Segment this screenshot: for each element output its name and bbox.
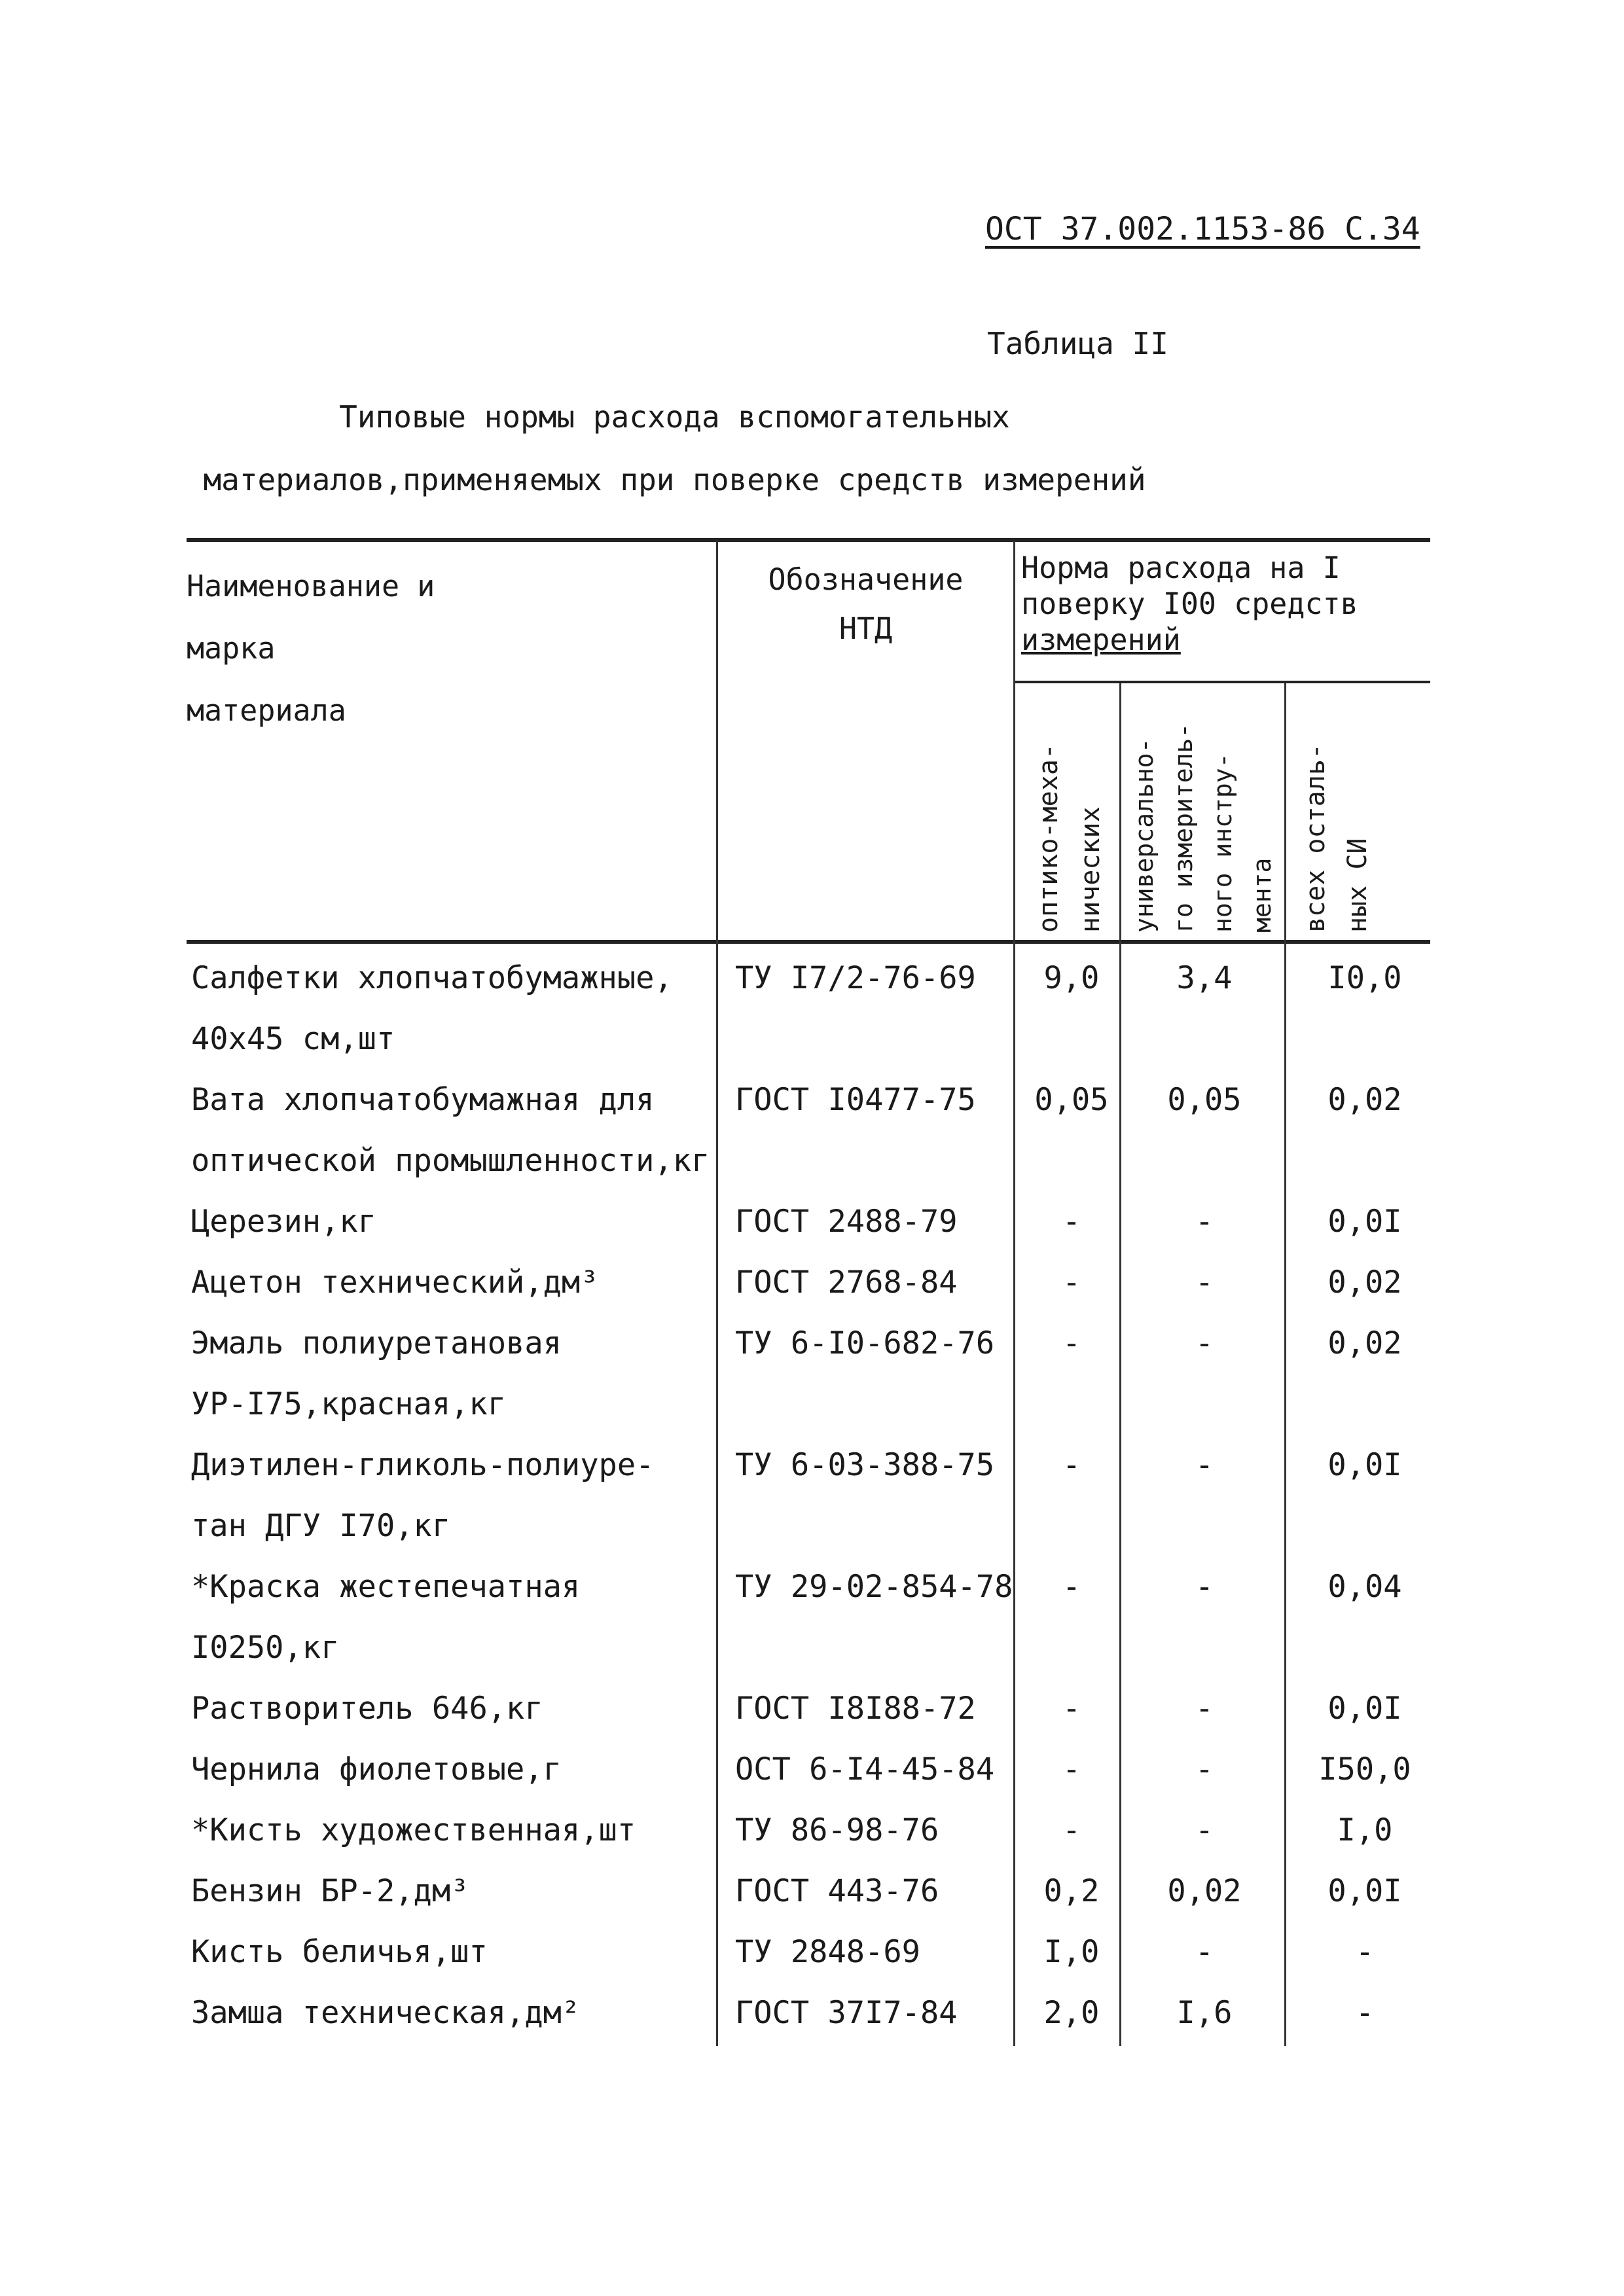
header-bottom-rule — [187, 940, 1430, 944]
norm-universal-tool: 0,05 — [1167, 1082, 1242, 1118]
header-norm-line-3: измерений — [1021, 622, 1181, 657]
header-material-line-2: марка — [187, 631, 276, 666]
norm-optomechanical: - — [1062, 1204, 1081, 1240]
header-norm — [1021, 550, 1358, 658]
norm-optomechanical: - — [1062, 1569, 1081, 1605]
subheader-all-other — [1295, 695, 1379, 933]
norm-universal-tool: - — [1195, 1934, 1214, 1970]
material-name — [191, 1069, 710, 1191]
norm-all-other: - — [1355, 1995, 1375, 2031]
norm-optomechanical: 0,2 — [1043, 1873, 1100, 1909]
material-name — [191, 1435, 654, 1556]
norm-universal-tool: - — [1195, 1204, 1214, 1240]
ntd-designation: ТУ 6-03-388-75 — [735, 1447, 995, 1483]
subheader-universal-tool — [1125, 695, 1282, 933]
norm-optomechanical: - — [1062, 1751, 1081, 1787]
norm-all-other: 0,02 — [1327, 1265, 1402, 1300]
material-name-line: *Краска жестепечатная — [191, 1569, 581, 1605]
material-name-line: Вата хлопчатобумажная для — [191, 1082, 655, 1118]
material-name-line: Чернила фиолетовые,г — [191, 1751, 562, 1787]
ntd-designation: ТУ 2848-69 — [735, 1934, 920, 1970]
norm-optomechanical: - — [1062, 1691, 1081, 1727]
ntd-designation: ГОСТ I0477-75 — [735, 1082, 976, 1118]
norm-all-other: 0,0I — [1327, 1873, 1402, 1909]
subheader-universal-line-4: мента — [1248, 857, 1276, 933]
subheader-universal-line-1: универсально- — [1130, 738, 1159, 933]
header-material-name — [187, 555, 435, 742]
table-number: Таблица II — [987, 326, 1168, 361]
material-name-line: Салфетки хлопчатобумажные, — [191, 960, 673, 996]
header-material-line-3: материала — [187, 693, 346, 728]
norm-optomechanical: 9,0 — [1043, 960, 1100, 996]
norm-universal-tool: - — [1195, 1812, 1214, 1848]
norm-optomechanical: - — [1062, 1265, 1081, 1300]
material-name-line: Замша техническая,дм² — [191, 1995, 581, 2031]
norm-subheader-rule — [1013, 681, 1430, 683]
ntd-designation: ГОСТ 2488-79 — [735, 1204, 958, 1240]
material-name-line: Бензин БР-2,дм³ — [191, 1873, 469, 1909]
material-name-line: Ацетон технический,дм³ — [191, 1265, 599, 1300]
norm-optomechanical: - — [1062, 1325, 1081, 1361]
material-name-line: I0250,кг — [191, 1630, 340, 1666]
norm-optomechanical: I,0 — [1043, 1934, 1100, 1970]
norm-universal-tool: 0,02 — [1167, 1873, 1242, 1909]
norm-optomechanical: - — [1062, 1812, 1081, 1848]
norm-optomechanical: - — [1062, 1447, 1081, 1483]
table-title-line-1: Типовые нормы расхода вспомогательных — [339, 399, 1010, 435]
material-name-line: оптической промышленности,кг — [191, 1143, 710, 1179]
material-name — [191, 1861, 469, 1922]
material-name — [191, 948, 673, 1069]
material-name-line: Диэтилен-гликоль-полиуре- — [191, 1447, 655, 1483]
norm-all-other: 0,0I — [1327, 1204, 1402, 1240]
material-name — [191, 1191, 376, 1252]
norm-optomechanical: 0,05 — [1034, 1082, 1109, 1118]
norm-universal-tool: - — [1195, 1569, 1214, 1605]
material-name-line: Церезин,кг — [191, 1204, 376, 1240]
material-name — [191, 1678, 543, 1739]
norm-universal-tool: 3,4 — [1176, 960, 1233, 996]
material-name — [191, 1313, 562, 1435]
material-name — [191, 1922, 488, 1982]
subheader-optomech-line-1: оптико-меха- — [1034, 744, 1064, 933]
norm-all-other: 0,04 — [1327, 1569, 1402, 1605]
norm-optomechanical: 2,0 — [1043, 1995, 1100, 2031]
norm-universal-tool: - — [1195, 1265, 1214, 1300]
norm-all-other: - — [1355, 1934, 1375, 1970]
ntd-designation: ТУ I7/2-76-69 — [735, 960, 976, 996]
ntd-designation: ГОСТ 2768-84 — [735, 1265, 958, 1300]
norm-all-other: 0,02 — [1327, 1325, 1402, 1361]
norm-all-other: I50,0 — [1318, 1751, 1411, 1787]
material-name — [191, 1800, 636, 1861]
norm-universal-tool: I,6 — [1176, 1995, 1233, 2031]
norm-all-other: I0,0 — [1327, 960, 1402, 996]
norm-all-other: I,0 — [1337, 1812, 1393, 1848]
material-name-line: УР-I75,красная,кг — [191, 1386, 507, 1422]
header-norm-line-1: Норма расхода на I — [1021, 550, 1341, 585]
norm-all-other: 0,0I — [1327, 1447, 1402, 1483]
norm-all-other: 0,02 — [1327, 1082, 1402, 1118]
ntd-designation: ТУ 6-I0-682-76 — [735, 1325, 995, 1361]
ntd-designation: ТУ 29-02-854-78 — [735, 1569, 1013, 1605]
subheader-other-line-2: ных СИ — [1343, 838, 1373, 933]
ntd-designation: ТУ 86-98-76 — [735, 1812, 939, 1848]
document-code: ОСТ 37.002.1153-86 С.34 — [985, 211, 1420, 247]
norm-all-other: 0,0I — [1327, 1691, 1402, 1727]
norm-universal-tool: - — [1195, 1325, 1214, 1361]
subheader-other-line-1: всех осталь- — [1301, 744, 1331, 933]
subheader-optomech-line-2: нических — [1075, 806, 1106, 933]
norm-universal-tool: - — [1195, 1447, 1214, 1483]
header-ntd — [720, 555, 1011, 653]
table-top-rule — [187, 538, 1430, 542]
header-norm-line-2: поверку I00 средств — [1021, 586, 1358, 621]
ntd-designation: ГОСТ 37I7-84 — [735, 1995, 958, 2031]
header-material-line-1: Наименование и — [187, 569, 435, 603]
ntd-designation: ГОСТ 443-76 — [735, 1873, 939, 1909]
material-name-line: Эмаль полиуретановая — [191, 1325, 562, 1361]
table-title-line-2: материалов,применяемых при поверке средств измерений — [203, 462, 1146, 497]
material-name-line: *Кисть художественная,шт — [191, 1812, 636, 1848]
subheader-optomechanical — [1028, 700, 1111, 933]
column-divider-ntd — [716, 541, 718, 2046]
ntd-designation: ГОСТ I8I88-72 — [735, 1691, 976, 1727]
header-ntd-line-1: Обозначение — [768, 562, 964, 597]
material-name — [191, 1739, 562, 1800]
norm-universal-tool: - — [1195, 1691, 1214, 1727]
column-divider-norm — [1013, 541, 1015, 2046]
header-ntd-line-2: НТД — [839, 611, 893, 646]
material-name-line: 40х45 см,шт — [191, 1021, 395, 1057]
subheader-universal-line-2: го измеритель- — [1169, 723, 1198, 933]
material-name-line: тан ДГУ I70,кг — [191, 1508, 451, 1544]
norm-universal-tool: - — [1195, 1751, 1214, 1787]
material-name-line: Растворитель 646,кг — [191, 1691, 543, 1727]
material-name — [191, 1252, 599, 1313]
subheader-universal-line-3: ного инстру- — [1208, 753, 1237, 933]
material-name — [191, 1982, 580, 2043]
ntd-designation: ОСТ 6-I4-45-84 — [735, 1751, 995, 1787]
material-name-line: Кисть беличья,шт — [191, 1934, 488, 1970]
material-name — [191, 1556, 580, 1678]
